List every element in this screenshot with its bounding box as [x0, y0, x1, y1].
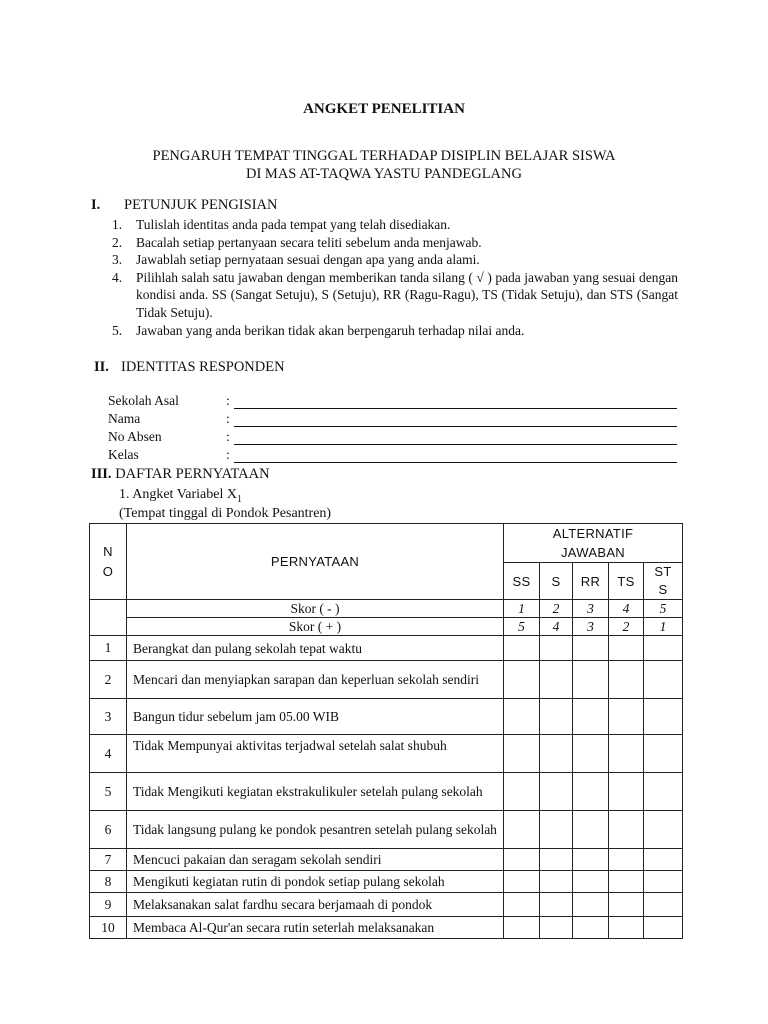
table-row: [90, 699, 683, 735]
answer-cell-sts[interactable]: [644, 661, 683, 699]
answer-cell-rr[interactable]: [573, 735, 609, 773]
answer-cell-ts[interactable]: [609, 661, 644, 699]
variable-note: (Tempat tinggal di Pondok Pesantren): [119, 506, 332, 521]
section-label: PETUNJUK PENGISIAN: [124, 197, 278, 213]
option-ss: SS: [504, 563, 540, 600]
statement-text: Tidak langsung pulang ke pondok pesantren setelah pulang sekolah: [127, 811, 504, 849]
answer-cell-s[interactable]: [540, 735, 573, 773]
table-row: [90, 871, 683, 893]
answer-cell-sts[interactable]: [644, 699, 683, 735]
page-title: ANGKET PENELITIAN: [303, 101, 465, 117]
score-negative-label: Skor ( - ): [127, 600, 504, 618]
answer-cell-sts[interactable]: [644, 773, 683, 811]
school-field[interactable]: [234, 408, 677, 409]
statement-text: Membaca Al-Qur'an secara rutin seterlah melaksanakan: [127, 917, 504, 939]
variable-label: 1. Angket Variabel $X_1$: [119, 487, 242, 505]
row-number: 8: [90, 871, 127, 893]
table-row: [90, 636, 683, 661]
answer-cell-ts[interactable]: [609, 735, 644, 773]
absen-field[interactable]: [234, 444, 677, 445]
answer-cell-s[interactable]: [540, 917, 573, 939]
row-number: 5: [90, 773, 127, 811]
answer-cell-rr[interactable]: [573, 661, 609, 699]
statement-text: Bangun tidur sebelum jam 05.00 WIB: [127, 699, 504, 735]
answer-cell-rr[interactable]: [573, 773, 609, 811]
table-row: [90, 735, 683, 773]
statement-text: Tidak Mempunyai aktivitas terjadwal setelah salat shubuh: [127, 735, 504, 773]
statement-table: [89, 523, 683, 939]
score-pos-cell: 4: [540, 618, 573, 636]
score-positive-label: Skor ( + ): [127, 618, 504, 636]
identity-row-name: Nama :: [108, 411, 673, 429]
answer-cell-sts[interactable]: [644, 917, 683, 939]
answer-cell-rr[interactable]: [573, 699, 609, 735]
blank-cell: [90, 618, 127, 636]
name-field[interactable]: [234, 426, 677, 427]
section-number: I.: [91, 197, 101, 213]
statement-text: Mencuci pakaian dan seragam sekolah sendiri: [127, 849, 504, 871]
section-number: III.: [91, 466, 112, 482]
score-pos-cell: 2: [609, 618, 644, 636]
option-s: S: [540, 563, 573, 600]
score-pos-cell: 3: [573, 618, 609, 636]
table-row: [90, 661, 683, 699]
alternative-answer-header: ALTERNATIF JAWABAN: [504, 524, 683, 563]
option-ts: TS: [609, 563, 644, 600]
statement-text: Mencari dan menyiapkan sarapan dan keperluan sekolah sendiri: [127, 661, 504, 699]
answer-cell-ss[interactable]: [504, 917, 540, 939]
score-neg-cell: 3: [573, 600, 609, 618]
answer-cell-s[interactable]: [540, 699, 573, 735]
option-rr: RR: [573, 563, 609, 600]
option-sts: ST S: [644, 563, 683, 600]
row-number: 9: [90, 893, 127, 917]
section-label: IDENTITAS RESPONDEN: [121, 359, 285, 375]
answer-cell-rr[interactable]: [573, 871, 609, 893]
identity-row-school: Sekolah Asal :: [108, 393, 673, 411]
identity-row-class: Kelas :: [108, 447, 673, 465]
instruction-item: 1. Tulislah identitas anda pada tempat yang telah disediakan.: [112, 217, 451, 232]
answer-cell-sts[interactable]: [644, 893, 683, 917]
answer-cell-ts[interactable]: [609, 811, 644, 849]
answer-cell-ss[interactable]: [504, 773, 540, 811]
answer-cell-rr[interactable]: [573, 636, 609, 661]
row-number: 1: [90, 636, 127, 661]
section-instructions-heading: [91, 197, 277, 214]
answer-cell-s[interactable]: [540, 849, 573, 871]
row-number: 6: [90, 811, 127, 849]
answer-cell-rr[interactable]: [573, 893, 609, 917]
row-number: 10: [90, 917, 127, 939]
answer-cell-ss[interactable]: [504, 699, 540, 735]
section-number: II.: [94, 359, 109, 375]
answer-cell-ss[interactable]: [504, 636, 540, 661]
instruction-list: [112, 216, 678, 339]
answer-cell-ts[interactable]: [609, 699, 644, 735]
table-row: [90, 811, 683, 849]
answer-cell-ts[interactable]: [609, 849, 644, 871]
answer-cell-ts[interactable]: [609, 773, 644, 811]
answer-cell-ss[interactable]: [504, 849, 540, 871]
statement-text: Tidak Mengikuti kegiatan ekstrakulikuler setelah pulang sekolah: [127, 773, 504, 811]
statement-header: PERNYATAAN: [127, 524, 504, 600]
section-identity-heading: [94, 359, 285, 376]
instruction-item: 3. Jawablah setiap pernyataan sesuai dengan apa yang anda alami.: [112, 252, 480, 268]
statement-text: Berangkat dan pulang sekolah tepat waktu: [127, 636, 504, 661]
answer-cell-rr[interactable]: [573, 811, 609, 849]
score-neg-cell: 1: [504, 600, 540, 618]
statement-text: Mengikuti kegiatan rutin di pondok setiap pulang sekolah: [127, 871, 504, 893]
score-neg-cell: 5: [644, 600, 683, 618]
answer-cell-sts[interactable]: [644, 871, 683, 893]
answer-cell-s[interactable]: [540, 871, 573, 893]
blank-cell: [90, 600, 127, 618]
instruction-item: 4. Pilihlah salah satu jawaban dengan memberikan tanda silang ( √ ) pada jawaban yang sesuai dengan kondisi anda. SS (Sangat Setuju), S (Setuju), RR (Ragu-Ragu), TS (Tidak Setuju), dan STS (Sangat Tidak Setuju).: [112, 269, 678, 320]
answer-cell-ss[interactable]: [504, 811, 540, 849]
row-number: 7: [90, 849, 127, 871]
answer-cell-ss[interactable]: [504, 735, 540, 773]
row-number: 3: [90, 699, 127, 735]
answer-cell-ss[interactable]: [504, 661, 540, 699]
research-title-line1: PENGARUH TEMPAT TINGGAL TERHADAP DISIPLIN BELAJAR SISWA: [152, 148, 616, 164]
table-row: [90, 893, 683, 917]
answer-cell-ts[interactable]: [609, 871, 644, 893]
answer-cell-sts[interactable]: [644, 636, 683, 661]
statement-text: Melaksanakan salat fardhu secara berjamaah di pondok: [127, 893, 504, 917]
answer-cell-s[interactable]: [540, 661, 573, 699]
no-header: N O: [90, 524, 127, 600]
answer-cell-ts[interactable]: [609, 917, 644, 939]
row-number: 2: [90, 661, 127, 699]
answer-cell-s[interactable]: [540, 893, 573, 917]
answer-cell-s[interactable]: [540, 773, 573, 811]
table-row: [90, 849, 683, 871]
answer-cell-ts[interactable]: [609, 893, 644, 917]
score-neg-cell: 4: [609, 600, 644, 618]
section-statements-heading: [91, 466, 270, 483]
answer-cell-sts[interactable]: [644, 735, 683, 773]
instruction-item: 5. Jawaban yang anda berikan tidak akan berpengaruh terhadap nilai anda.: [112, 322, 525, 338]
answer-cell-ss[interactable]: [504, 893, 540, 917]
answer-cell-s[interactable]: [540, 636, 573, 661]
score-pos-cell: 1: [644, 618, 683, 636]
answer-cell-ss[interactable]: [504, 871, 540, 893]
answer-cell-s[interactable]: [540, 811, 573, 849]
row-number: 4: [90, 735, 127, 773]
research-title: [0, 147, 768, 183]
score-neg-cell: 2: [540, 600, 573, 618]
class-field[interactable]: [234, 462, 677, 463]
answer-cell-ts[interactable]: [609, 636, 644, 661]
identity-row-absen: No Absen :: [108, 429, 673, 447]
table-row: [90, 917, 683, 939]
research-title-line2: DI MAS AT-TAQWA YASTU PANDEGLANG: [246, 166, 522, 182]
answer-cell-sts[interactable]: [644, 811, 683, 849]
section-label: DAFTAR PERNYATAAN: [115, 466, 270, 482]
answer-cell-sts[interactable]: [644, 849, 683, 871]
identity-form: [108, 393, 673, 465]
answer-cell-rr[interactable]: [573, 849, 609, 871]
answer-cell-rr[interactable]: [573, 917, 609, 939]
score-pos-cell: 5: [504, 618, 540, 636]
table-row: [90, 773, 683, 811]
instruction-item: 2. Bacalah setiap pertanyaan secara teliti sebelum anda menjawab.: [112, 234, 482, 250]
